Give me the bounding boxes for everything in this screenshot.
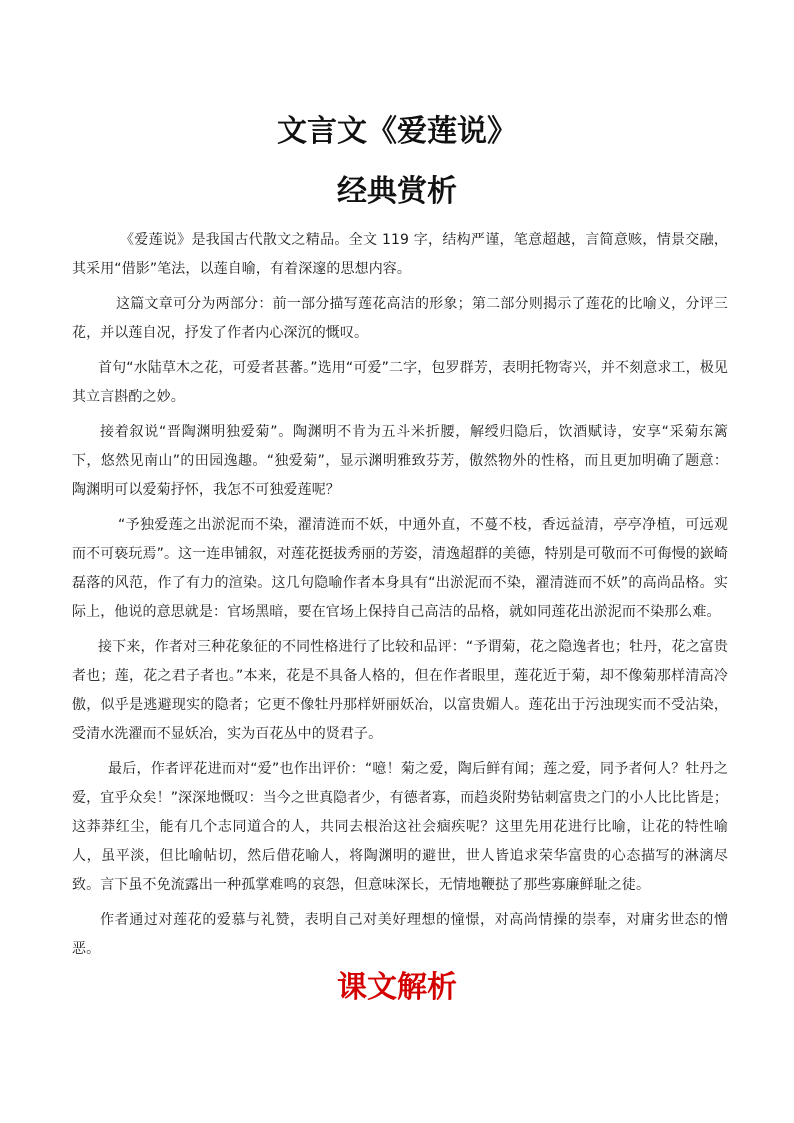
paragraph-5: “予独爱莲之出淤泥而不染，濯清涟而不妖，中通外直，不蔓不枝，香远益清，亭亭净植，可远观而不可亵玩焉”。这一连串铺叙，对莲花挺拔秀丽的芳姿，清逸超群的美德，特别是可敬而不可侮慢的嶔崎磊落的风范，作了有力的渲染。这几句隐喻作者本身具有“出淤泥而不染，濯清涟而不妖”的高尚品格。实际上，他说的意思就是：官场黑暗，要在官场上保持自己高洁的品格，就如同莲花出淤泥而不染那么难。 [72, 517, 728, 620]
document-body [72, 226, 728, 964]
paragraph-8: 作者通过对莲花的爱慕与礼赞，表明自己对美好理想的憧憬，对高尚情操的崇奉，对庸劣世态的憎恶。 [72, 912, 728, 957]
paragraph-4: 接着叙说“晋陶渊明独爱菊”。陶渊明不肯为五斗米折腰，解绶归隐后，饮酒赋诗，安享“采菊东篱下，悠然见南山”的田园逸趣。“独爱菊”，显示渊明雅致芬芳，傲然物外的性格，而且更加明确了题意：陶渊明可以爱菊抒怀，我怎不可独爱莲呢？ [72, 424, 728, 498]
section-heading-text-analysis: 课文解析 [337, 970, 457, 1005]
page-title: 文言文《爱莲说》 [277, 114, 517, 149]
paragraph-2: 这篇文章可分为两部分：前一部分描写莲花高洁的形象；第二部分则揭示了莲花的比喻义，分评三花，并以莲自况，抒发了作者内心深沉的慨叹。 [72, 296, 728, 341]
paragraph-3: 首句“水陆草木之花，可爱者甚蕃。”选用“可爱”二字，包罗群芳，表明托物寄兴，并不刻意求工，极见其立言斟酌之妙。 [72, 360, 728, 405]
paragraph-6: 接下来，作者对三种花象征的不同性格进行了比较和品评：“予谓菊，花之隐逸者也；牡丹，花之富贵者也；莲，花之君子者也。”本来，花是不具备人格的，但在作者眼里，莲花近于菊，却不像菊那样清高冷傲，似乎是逃避现实的隐者；它更不像牡丹那样妍丽妖冶，以富贵媚人。莲花出于污浊现实而不受沾染，受清水洗濯而不显妖冶，实为百花丛中的贤君子。 [72, 639, 728, 742]
paragraph-1: 《爱莲说》是我国古代散文之精品。全文 119 字，结构严谨，笔意超越，言简意赅，情景交融，其采用“借影”笔法，以莲自喻，有着深邃的思想内容。 [72, 232, 728, 277]
section-heading-appreciation: 经典赏析 [337, 174, 457, 209]
paragraph-7: 最后，作者评花进而对“爱”也作出评价：“噫！菊之爱，陶后鲜有闻；莲之爱，同予者何人？牡丹之爱，宜乎众矣！”深深地慨叹：当今之世真隐者少，有德者寡，而趋炎附势钻刺富贵之门的小人比比皆是；这莽莽红尘，能有几个志同道合的人，共同去根治这社会痼疾呢？这里先用花进行比喻，让花的特性喻人，虽平淡，但比喻帖切，然后借花喻人，将陶渊明的避世，世人皆追求荣华富贵的心态描写的淋漓尽致。言下虽不免流露出一种孤掌难鸣的哀怨，但意味深长，无情地鞭挞了那些寡廉鲜耻之徒。 [72, 761, 728, 893]
